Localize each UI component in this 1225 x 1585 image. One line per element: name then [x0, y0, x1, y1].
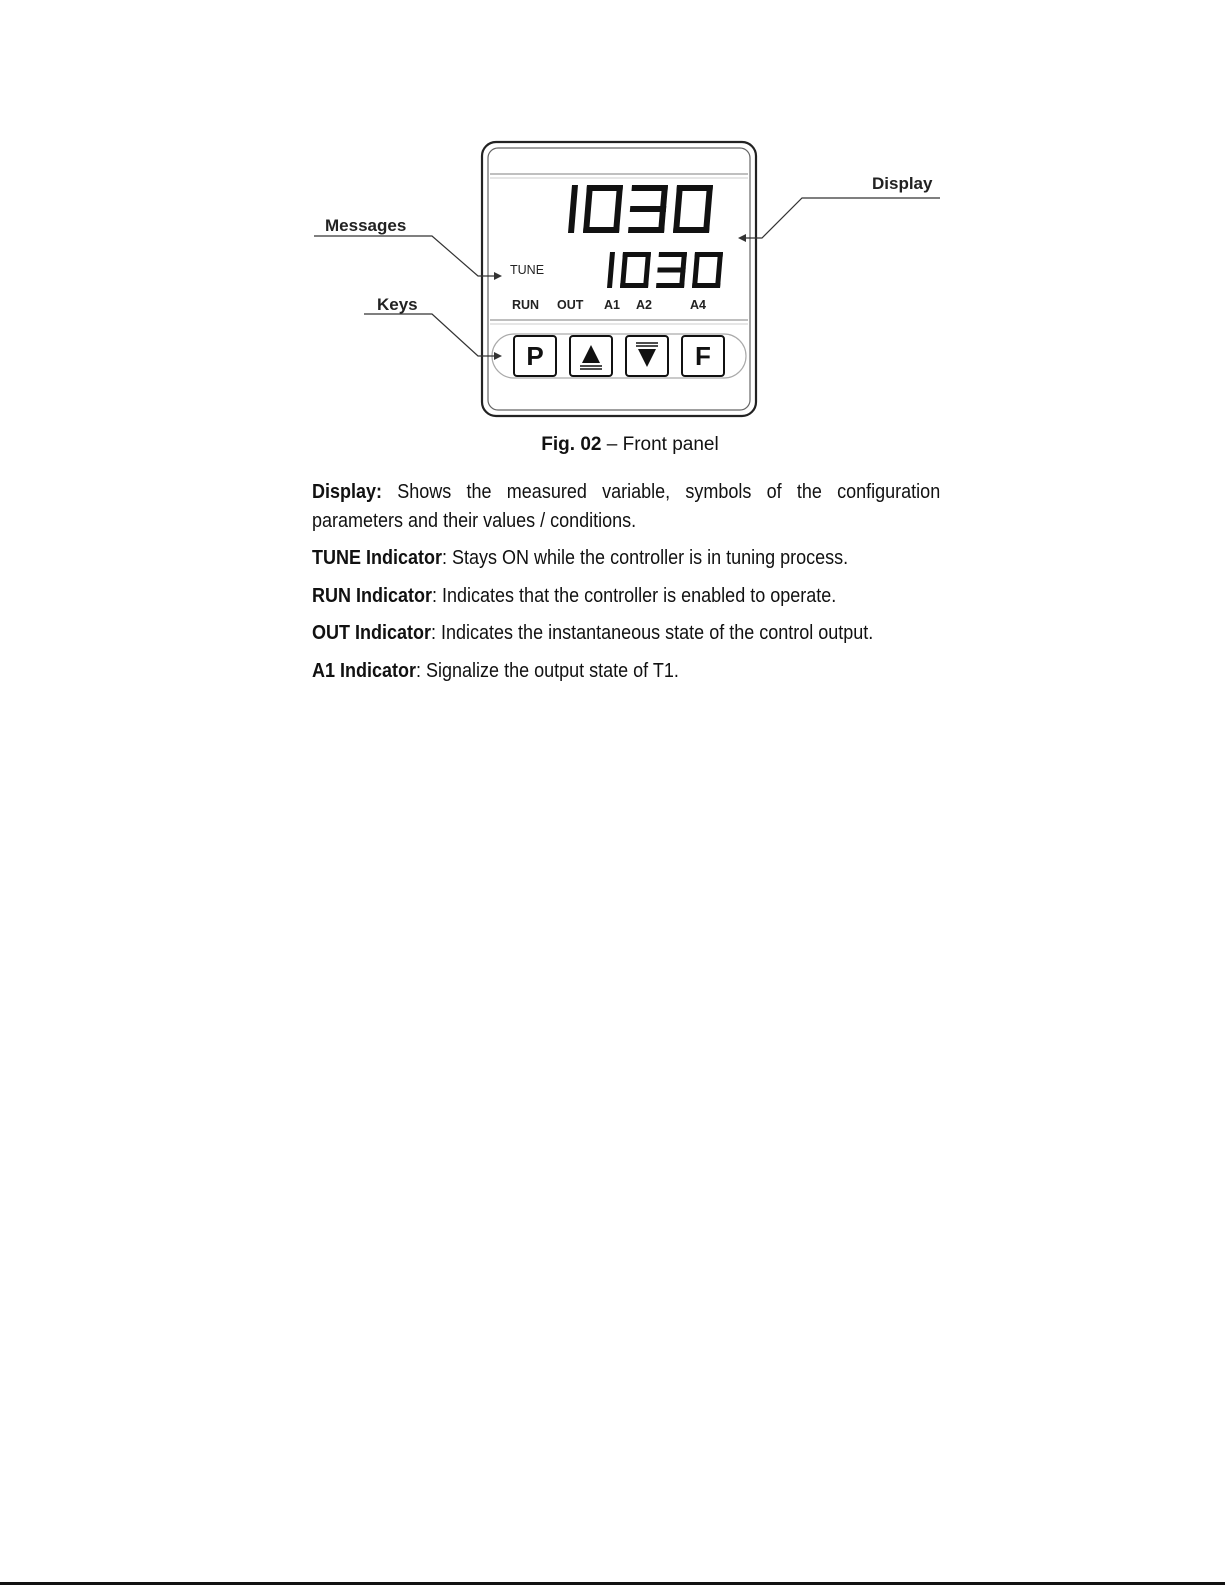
display-digit: [656, 252, 687, 288]
description-paragraph: [312, 657, 940, 686]
messages-leader: [314, 236, 496, 276]
description-term: Display:: [312, 481, 383, 503]
caption-text: – Front panel: [601, 434, 719, 455]
display-digit: [583, 185, 623, 233]
segment-f: [694, 252, 701, 270]
display-digit: [692, 252, 723, 288]
segment-d: [656, 283, 684, 288]
lower-seven-segment-display: [607, 252, 723, 288]
caption-label: Fig. 02: [541, 434, 602, 455]
segment-d: [628, 227, 665, 233]
display-digit: [568, 185, 578, 233]
out-indicator-label: OUT: [557, 298, 584, 312]
segment-f: [675, 185, 683, 209]
description-term: A1 Indicator: [312, 659, 417, 682]
display-leader: [740, 198, 940, 238]
run-indicator-label: RUN: [512, 298, 540, 312]
a2-indicator-label: A2: [636, 298, 652, 312]
p-key[interactable]: P: [526, 341, 544, 371]
a4-indicator-label: A4: [690, 298, 706, 312]
f-key[interactable]: F: [695, 341, 711, 371]
front-panel-drawing: [300, 130, 960, 430]
description-term: TUNE Indicator: [312, 547, 443, 569]
display-callout-label: Display: [872, 174, 933, 193]
display-digit: [628, 185, 668, 233]
upper-seven-segment-display: [568, 185, 713, 233]
description-paragraph: [312, 582, 940, 611]
description-paragraph: [312, 544, 940, 573]
description-text: : Stays ON while the controller is in tuning process.: [442, 547, 849, 569]
description-term: OUT Indicator: [312, 622, 432, 644]
display-digit: [620, 252, 651, 288]
display-digit: [673, 185, 713, 233]
front-panel-figure: [300, 130, 960, 470]
segment-f: [585, 185, 593, 209]
tune-indicator-label: TUNE: [510, 263, 545, 277]
description-text: Shows the measured variable, symbols of the configuration parameters and their values / conditions.: [312, 481, 941, 532]
a1-indicator-label: A1: [604, 298, 620, 312]
messages-callout-label: Messages: [325, 216, 407, 235]
display-digit: [607, 252, 615, 288]
segment-c: [607, 270, 614, 288]
description-text: : Indicates the instantaneous state of the control output.: [431, 622, 874, 644]
segment-b: [609, 252, 616, 270]
segment-c: [568, 209, 576, 233]
keys-callout-label: Keys: [377, 295, 418, 314]
description-text: : Indicates that the controller is enabled to operate.: [432, 584, 837, 607]
segment-f: [622, 252, 629, 270]
segment-b: [570, 185, 578, 209]
keys-leader: [364, 314, 496, 356]
description-text: : Signalize the output state of T1.: [416, 659, 679, 682]
description-paragraph: [312, 478, 940, 535]
description-term: RUN Indicator: [312, 584, 433, 607]
description-paragraph: [312, 619, 940, 648]
indicator-descriptions: [312, 478, 941, 694]
figure-caption: [300, 434, 960, 456]
